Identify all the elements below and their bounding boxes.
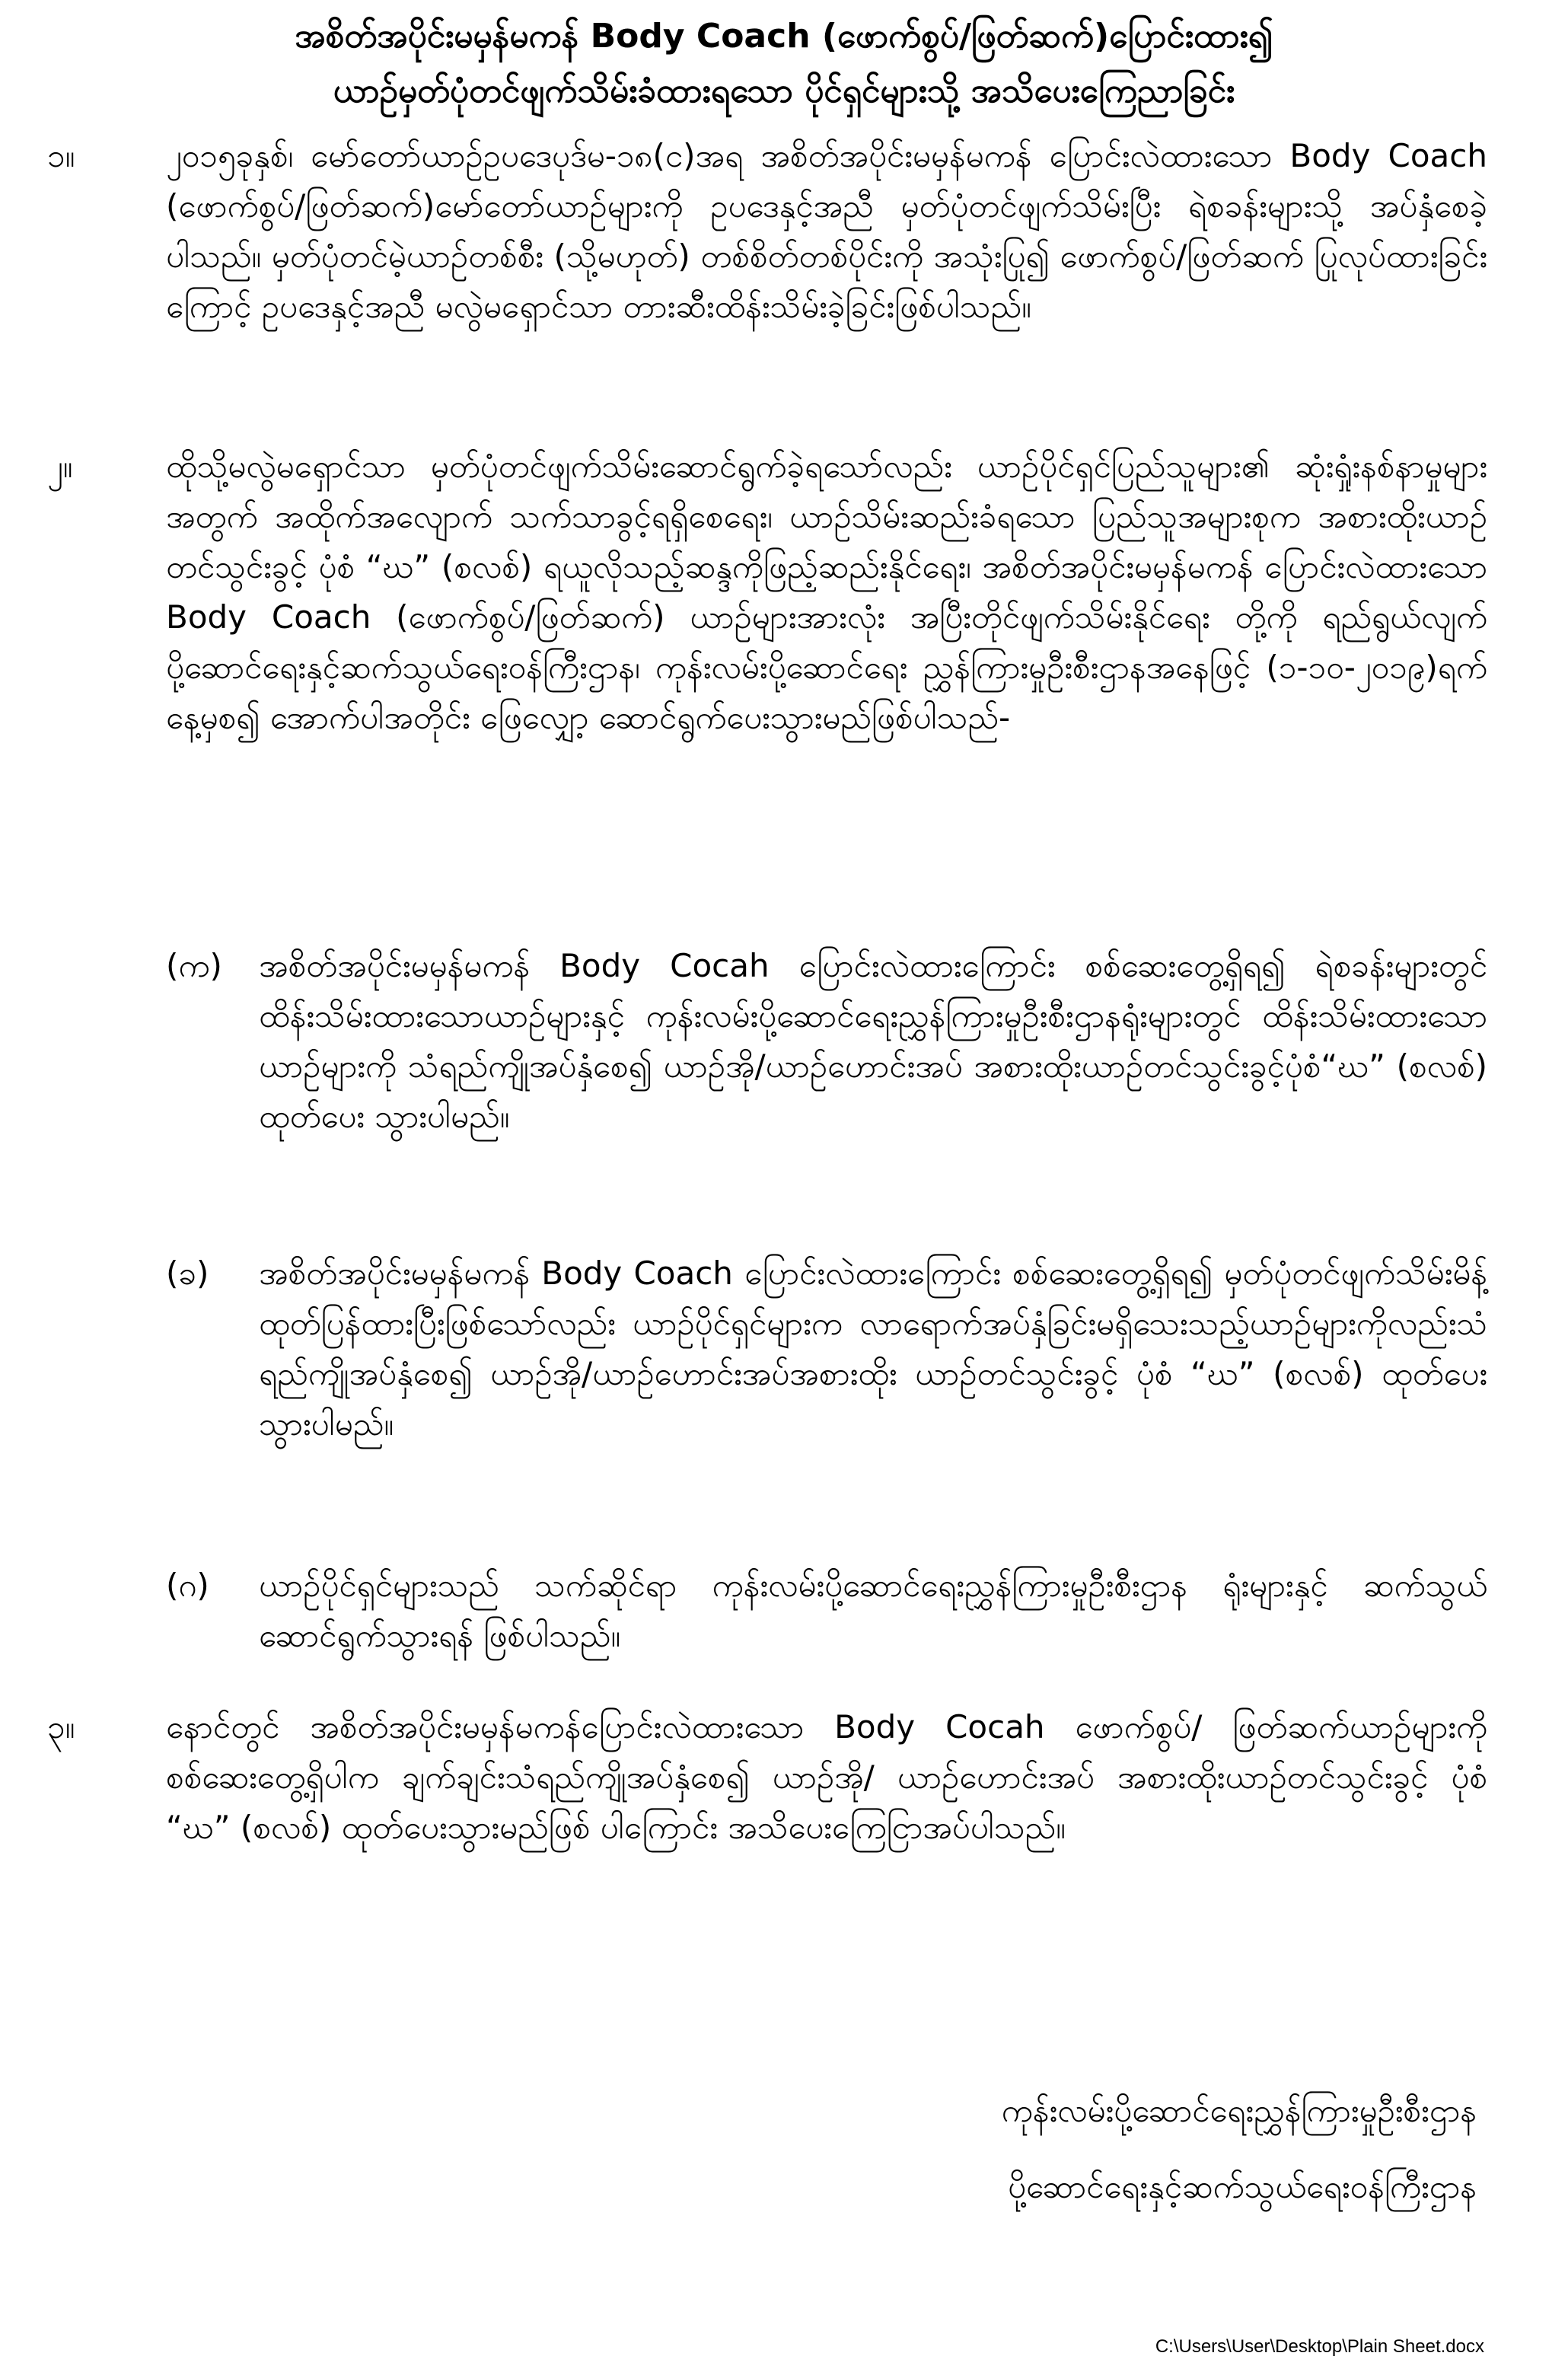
document-title-line-2: ယာဉ်မှတ်ပုံတင်ဖျက်သိမ်းခံထားရသော ပိုင်ရှင်များသို့ အသိပေးကြေညာခြင်း — [333, 72, 1235, 110]
section-text-2: ထိုသို့မလွဲမရှောင်သာ မှတ်ပုံတင်ဖျက်သိမ်းဆောင်ရွက်ခဲ့ရသော်လည်း ယာဉ်ပိုင်ရှင်ပြည်သူများ၏ ဆုံးရှုံးနစ်နာမှုများအတွက် အထိုက်အလျောက် သက်သာခွင့်ရရှိစေရေး၊ ယာဉ်သိမ်းဆည်းခံရသော ပြည်သူအများစုက အစားထိုးယာဉ်တင်သွင်းခွင့် ပုံစံ “ဃ” (စလစ်) ရယူလိုသည့်ဆန္ဒကိုဖြည့်ဆည်းနိုင်ရေး၊ အစိတ်အပိုင်းမမှန်မကန် ပြောင်းလဲထားသော Body Coach (ဖောက်စွပ်/ဖြတ်ဆက်) ယာဉ်များအားလုံး အပြီးတိုင်ဖျက်သိမ်းနိုင်ရေး တို့ကို ရည်ရွယ်လျက် ပို့ဆောင်ရေးနှင့်ဆက်သွယ်ရေးဝန်ကြီးဌာန၊ ကုန်းလမ်းပို့ဆောင်ရေး ညွှန်ကြားမှုဦးစီးဌာနအနေဖြင့် (၁-၁၀-၂၀၁၉)ရက်နေ့မှစ၍ အောက်ပါအတိုင်း ဖြေလျှော့ ဆောင်ရွက်ပေးသွားမည်ဖြစ်ပါသည်- — [166, 448, 1487, 736]
subitem-text-kha: အစိတ်အပိုင်းမမှန်မကန် Body Coach ပြောင်းလဲထားကြောင်း စစ်ဆေးတွေ့ရှိရ၍ မှတ်ပုံတင်ဖျက်သိမ်းမိန့် ထုတ်ပြန်ထားပြီးဖြစ်သော်လည်း ယာဉ်ပိုင်ရှင်များက လာရောက်အပ်နှံခြင်းမရှိသေးသည့်ယာဉ်များကိုလည်းသံရည်ကျိုအပ်နှံစေ၍ ယာဉ်အို/ယာဉ်ဟောင်းအပ်အစားထိုး ယာဉ်တင်သွင်းခွင့် ပုံစံ “ဃ” (စလစ်) ထုတ်ပေးသွားပါမည်။ — [259, 1255, 1487, 1443]
subitem-label-kha: (ခ) — [166, 1255, 209, 1292]
section-text-3: နောင်တွင် အစိတ်အပိုင်းမမှန်မကန်ပြောင်းလဲထားသော Body Cocah ဖောက်စွပ်/ ဖြတ်ဆက်ယာဉ်များကို စစ်ဆေးတွေ့ရှိပါက ချက်ချင်းသံရည်ကျိုအပ်နှံစေ၍ ယာဉ်အို/ ယာဉ်ဟောင်းအပ် အစားထိုးယာဉ်တင်သွင်းခွင့် ပုံစံ “ဃ” (စလစ်) ထုတ်ပေးသွားမည်ဖြစ် ပါကြောင်း အသိပေးကြေငြာအပ်ပါသည်။ — [166, 1708, 1487, 1846]
subitem-label-ga: (ဂ) — [166, 1567, 209, 1604]
section-number-3: ၃။ — [47, 1708, 75, 1746]
document-title-line-1: အစိတ်အပိုင်းမမှန်မကန် Body Coach (ဖောက်စွပ်/ဖြတ်ဆက်)ပြောင်းထား၍ — [295, 17, 1273, 56]
signature-department: ကုန်းလမ်းပို့ဆောင်ရေးညွှန်ကြားမှုဦးစီးဌာန — [1001, 2092, 1477, 2129]
section-number-1: ၁။ — [47, 137, 75, 174]
subitem-text-ga: ယာဉ်ပိုင်ရှင်များသည် သက်ဆိုင်ရာ ကုန်းလမ်းပို့ဆောင်ရေးညွှန်ကြားမှုဦးစီးဌာန ရုံးများနှင့် ဆက်သွယ်ဆောင်ရွက်သွားရန် ဖြစ်ပါသည်။ — [259, 1567, 1487, 1654]
footer-file-path: C:\Users\User\Desktop\Plain Sheet.docx — [1155, 2336, 1484, 2357]
section-text-1: ၂၀၁၅ခုနှစ်၊ မော်တော်ယာဉ်ဥပဒေပုဒ်မ-၁၈(င)အရ အစိတ်အပိုင်းမမှန်မကန် ပြောင်းလဲထားသော Body Coach (ဖောက်စွပ်/ဖြတ်ဆက်)မော်တော်ယာဉ်များကို ဥပဒေနှင့်အညီ မှတ်ပုံတင်ဖျက်သိမ်းပြီး ရဲစခန်းများသို့ အပ်နှံစေခဲ့ပါသည်။ မှတ်ပုံတင်မဲ့ယာဉ်တစ်စီး (သို့မဟုတ်) တစ်စိတ်တစ်ပိုင်းကို အသုံးပြု၍ ဖောက်စွပ်/ဖြတ်ဆက် ပြုလုပ်ထားခြင်းကြောင့် ဥပဒေနှင့်အညီ မလွဲမရှောင်သာ တားဆီးထိန်းသိမ်းခဲ့ခြင်းဖြစ်ပါသည်။ — [166, 137, 1487, 325]
signature-ministry: ပို့ဆောင်ရေးနှင့်ဆက်သွယ်ရေးဝန်ကြီးဌာန — [1008, 2168, 1477, 2205]
subitem-text-ka: အစိတ်အပိုင်းမမှန်မကန် Body Cocah ပြောင်းလဲထားကြောင်း စစ်ဆေးတွေ့ရှိရ၍ ရဲစခန်းများတွင် ထိန်းသိမ်းထားသောယာဉ်များနှင့် ကုန်းလမ်းပို့ဆောင်ရေးညွှန်ကြားမှုဦးစီးဌာနရုံးများတွင် ထိန်းသိမ်းထားသော ယာဉ်များကို သံရည်ကျိုအပ်နှံစေ၍ ယာဉ်အို/ယာဉ်ဟောင်းအပ် အစားထိုးယာဉ်တင်သွင်းခွင့်ပုံစံ“ဃ” (စလစ်) ထုတ်ပေး သွားပါမည်။ — [259, 947, 1487, 1135]
subitem-label-ka: (က) — [166, 947, 222, 984]
section-number-2: ၂။ — [47, 448, 73, 485]
